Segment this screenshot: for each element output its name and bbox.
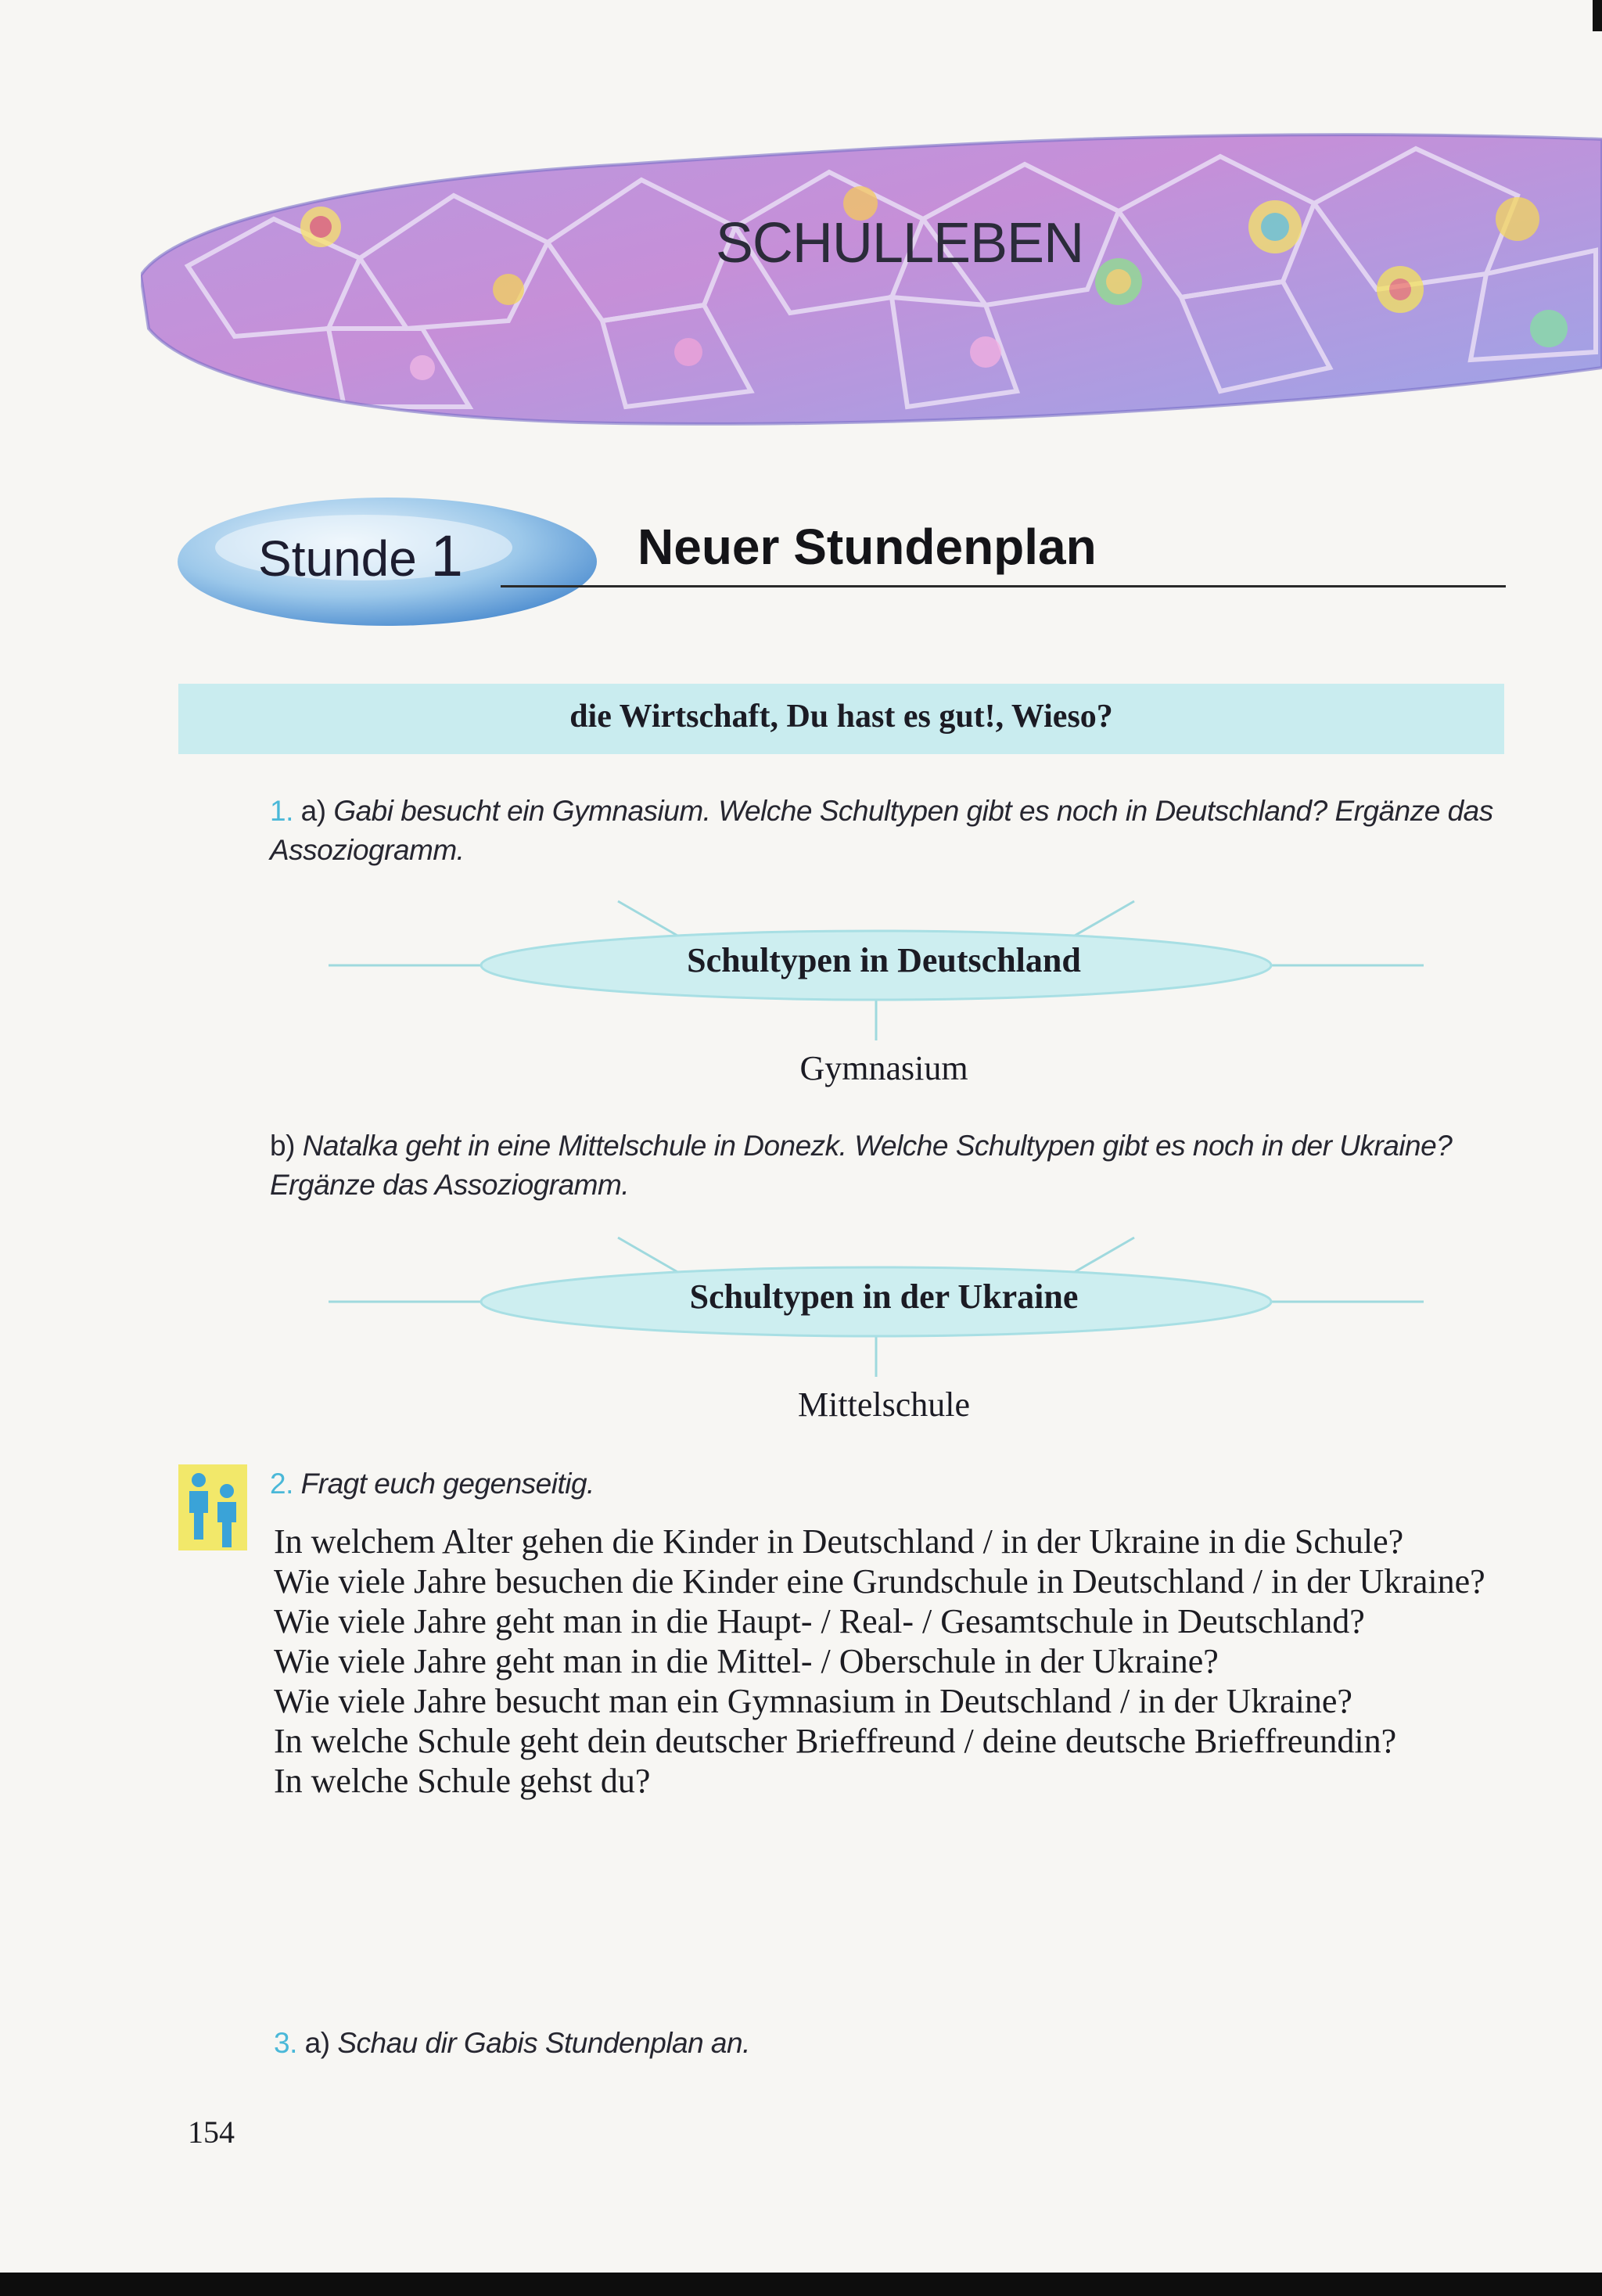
mindmap-center: Schultypen in Deutschland — [687, 941, 1081, 979]
mindmap-germany — [329, 884, 1439, 1040]
exercise-number: 3. — [274, 2027, 297, 2059]
exercise-1b — [270, 1126, 1514, 1205]
question-item: Wie viele Jahre geht man in die Mittel- / Oberschule in der Ukraine? — [274, 1642, 1219, 1680]
question-item: Wie viele Jahre geht man in die Haupt- / Real- / Gesamtschule in Deutschland? — [274, 1602, 1365, 1640]
exercise-instruction: Schau dir Gabis Stundenplan an. — [337, 2027, 750, 2059]
scan-border-right — [1593, 0, 1602, 31]
subtask-letter: a) — [300, 795, 326, 827]
mindmap-ukraine — [329, 1220, 1439, 1377]
mindmap-center: Schultypen in der Ukraine — [689, 1277, 1079, 1316]
question-item: In welche Schule geht dein deutscher Brieffreund / deine deutsche Brieffreundin? — [274, 1722, 1397, 1760]
question-item: In welchem Alter gehen die Kinder in Deutschland / in der Ukraine in die Schule? — [274, 1522, 1404, 1561]
question-list — [274, 1522, 1508, 1801]
scan-border-bottom — [0, 2273, 1602, 2296]
vocabulary-text: die Wirtschaft, Du hast es gut!, Wieso? — [569, 699, 1113, 735]
exercise-1a — [270, 792, 1514, 870]
mindmap-leaf: Gymnasium — [799, 1049, 968, 1087]
exercise-number: 1. — [270, 795, 293, 827]
vocabulary-bar — [178, 684, 1504, 754]
exercise-instruction: Gabi besucht ein Gymnasium. Welche Schultypen gibt es noch in Deutschland? Ergänze das Assoziogramm. — [270, 795, 1493, 866]
page-number: 154 — [188, 2115, 235, 2150]
question-item: Wie viele Jahre besuchen die Kinder eine Grundschule in Deutschland / in der Ukraine? — [274, 1562, 1485, 1601]
lesson-title: Neuer Stundenplan — [638, 519, 1097, 575]
lesson-title-rule — [501, 585, 1506, 587]
lesson-label — [258, 523, 463, 589]
pair-work-icon — [178, 1464, 247, 1550]
chapter-title: SCHULLEBEN — [715, 212, 1084, 275]
subtask-letter: b) — [270, 1130, 295, 1162]
question-item: Wie viele Jahre besucht man ein Gymnasium in Deutschland / in der Ukraine? — [274, 1682, 1352, 1720]
exercise-instruction: Fragt euch gegenseitig. — [300, 1468, 594, 1500]
exercise-2-heading — [270, 1464, 594, 1504]
lesson-word: Stunde — [258, 530, 417, 587]
exercise-number: 2. — [270, 1468, 293, 1500]
question-item: In welche Schule gehst du? — [274, 1762, 651, 1800]
mindmap-leaf: Mittelschule — [798, 1385, 970, 1424]
subtask-letter: a) — [304, 2027, 330, 2059]
lesson-number: 1 — [430, 523, 463, 588]
exercise-3a — [274, 2024, 750, 2063]
exercise-instruction: Natalka geht in eine Mittelschule in Donezk. Welche Schultypen gibt es noch in der Ukraine? Ergänze das Assoziogramm. — [270, 1130, 1453, 1201]
